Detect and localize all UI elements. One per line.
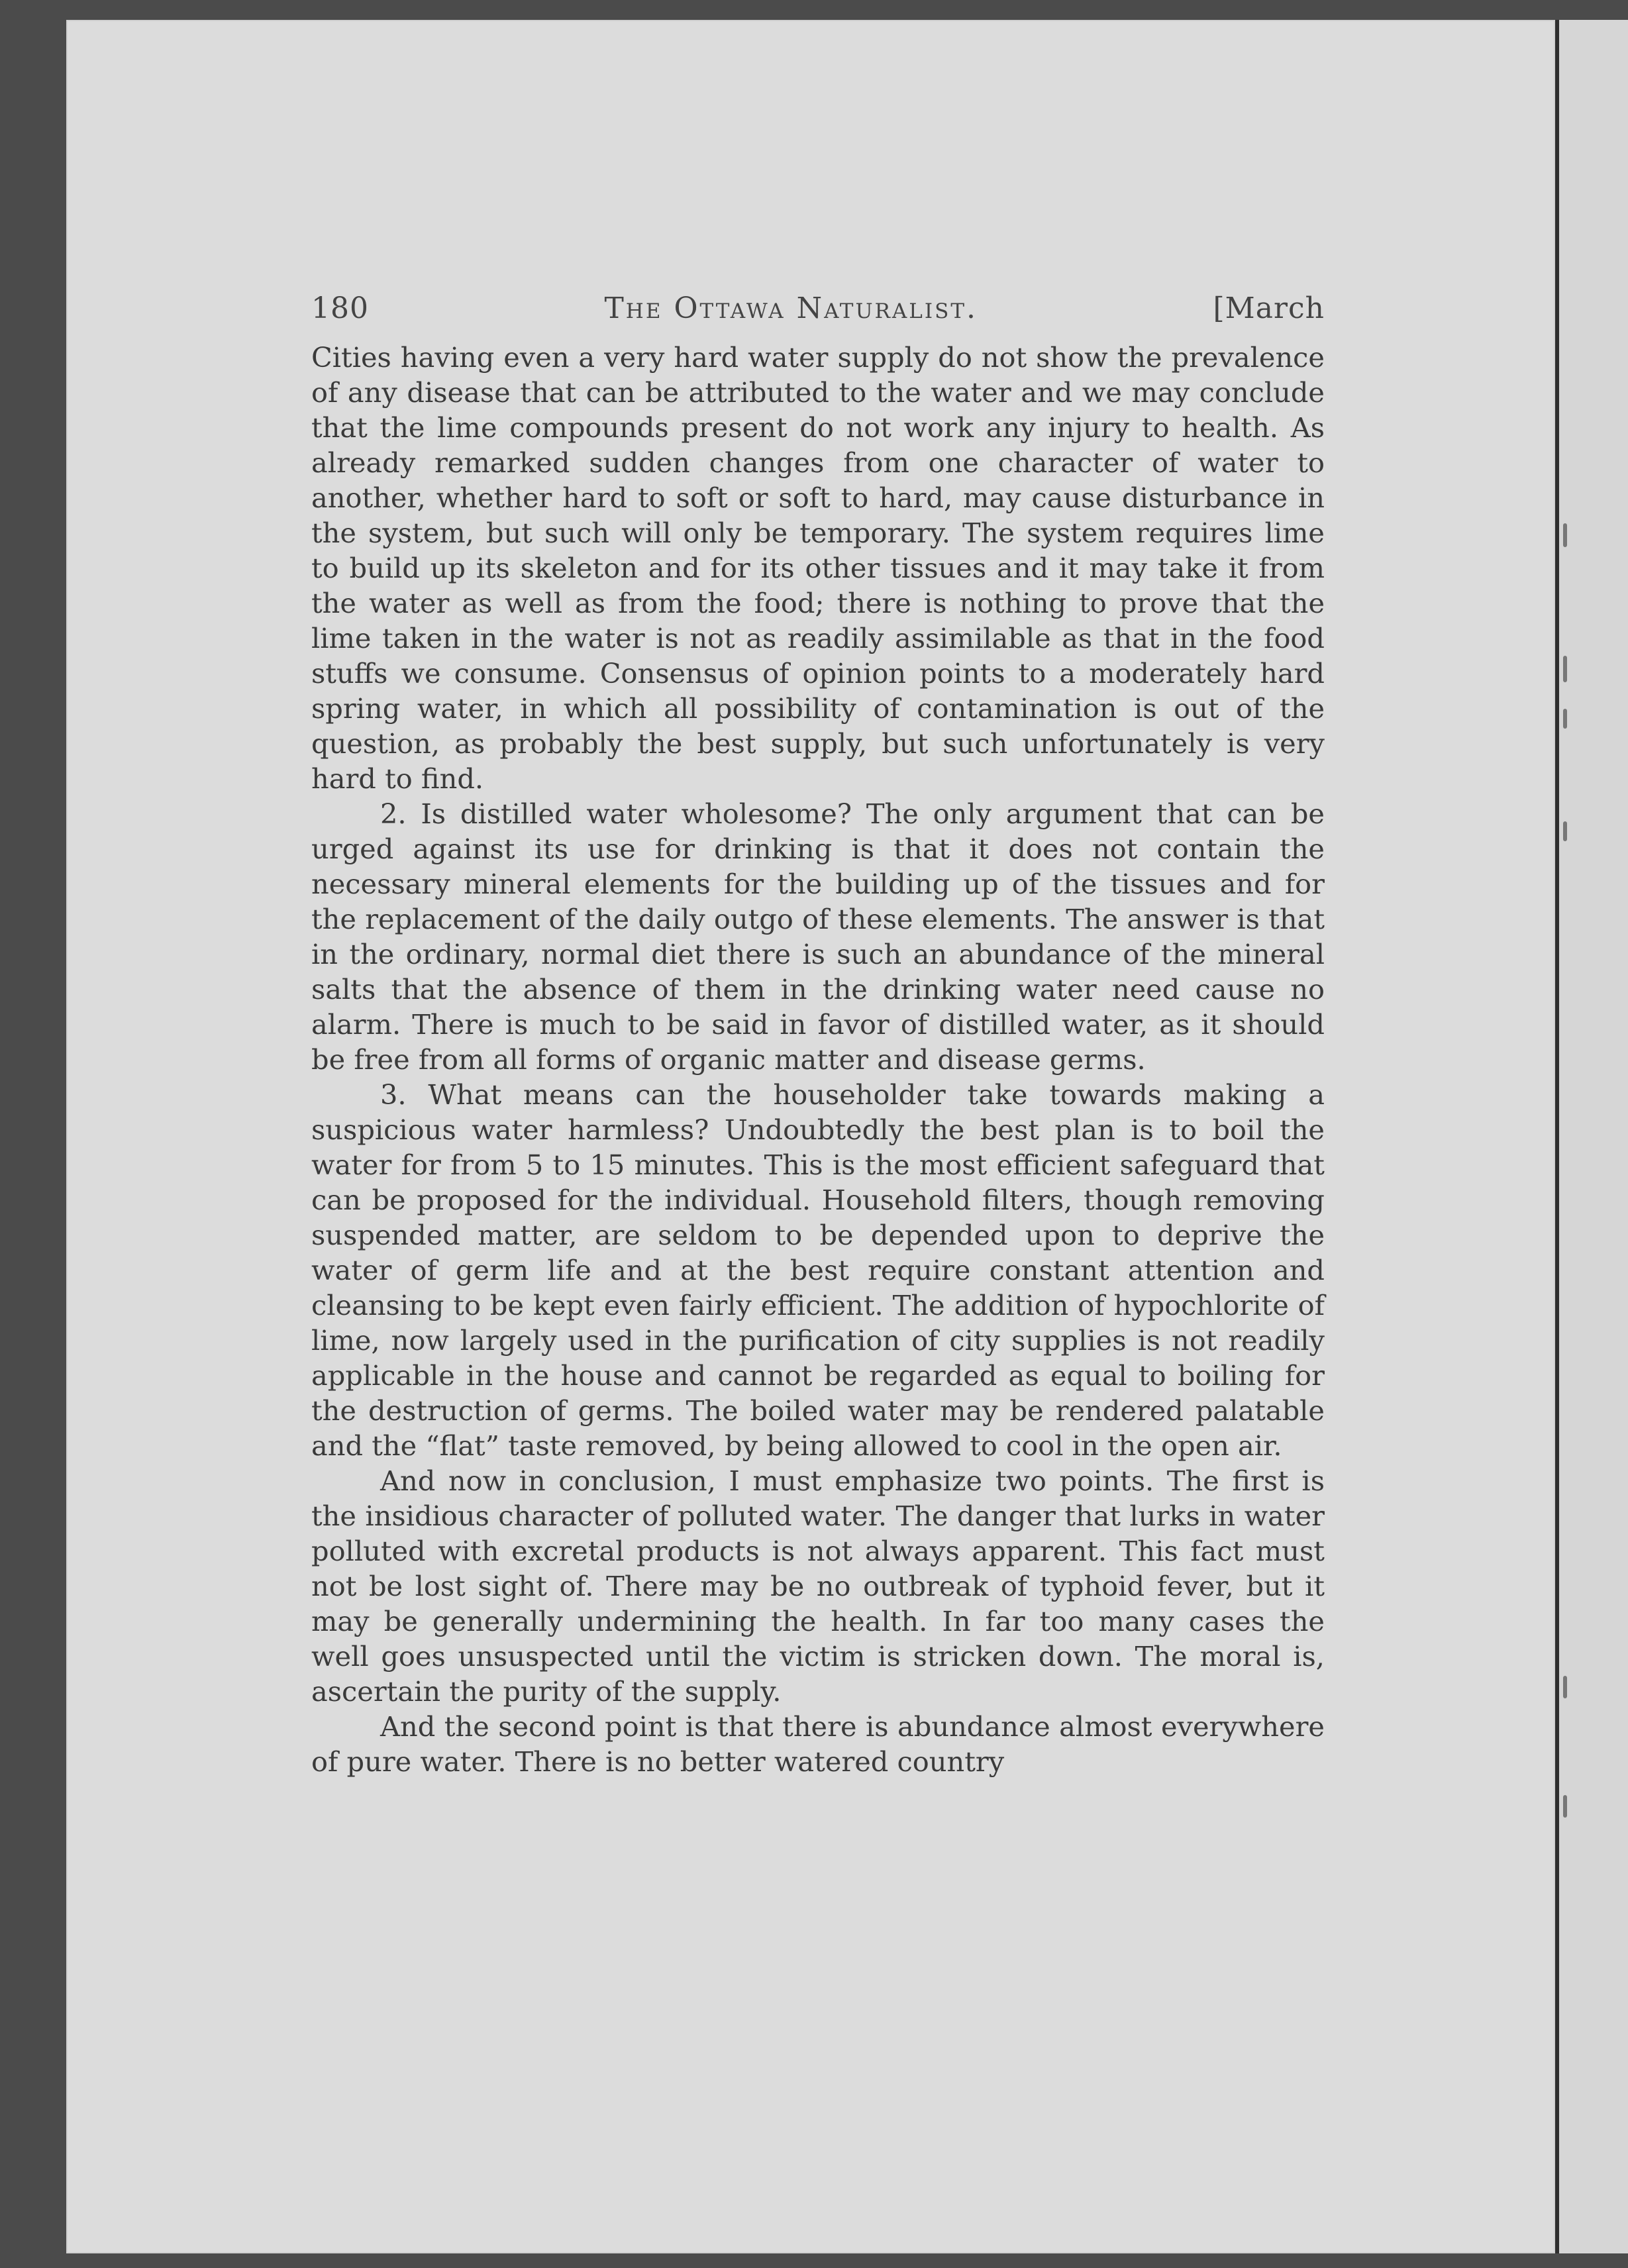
running-head <box>311 291 1325 325</box>
gutter-mark <box>1563 821 1567 841</box>
page-text-block <box>311 291 1325 1779</box>
paragraph: Cities having even a very hard water supply do not show the prevalence of any disease that can be attributed to the water and we may conclude that the lime compounds present do not work any injury to health. As already remarked sudden changes from one character of water to another, whether hard to soft or soft to hard, may cause disturbance in the system, but such will only be temporary. The system requires lime to build up its skeleton and for its other tissues and it may take it from the water as well as from the food; there is nothing to prove that the lime taken in the water is not as readily assimilable as that in the food stuffs we consume. Consensus of opinion points to a moderately hard spring water, in which all possibility of contamination is out of the question, as probably the best supply, but such unfortunately is very hard to find. <box>311 341 1325 795</box>
journal-title: The Ottawa Naturalist. <box>604 291 978 325</box>
gutter-mark <box>1563 1795 1567 1818</box>
page-number: 180 <box>311 291 369 325</box>
adjacent-page-sliver <box>1559 20 1628 2253</box>
paragraph: 3. What means can the householder take towards making a suspicious water harmless? Undoubtedly the best plan is to boil the water for from 5 to 15 minutes. This is the most efficient safeguard that can be proposed for the individual. Household filters, though removing suspended matter, are seldom to be depended upon to deprive the water of germ life and at the best require constant attention and cleansing to be kept even fairly efficient. The addition of hypochlorite of lime, now largely used in the purification of city supplies is not readily applicable in the house and cannot be regarded as equal to boiling for the destruction of germs. The boiled water may be rendered palatable and the “flat” taste removed, by being allowed to cool in the open air. <box>311 1078 1325 1462</box>
gutter-mark <box>1563 1676 1567 1698</box>
gutter-mark <box>1563 709 1567 729</box>
issue-month: [March <box>1213 291 1325 325</box>
gutter-mark <box>1563 523 1567 547</box>
paragraph: And the second point is that there is abundance almost everywhere of pure water. There is no better watered country <box>311 1710 1325 1778</box>
paragraph: And now in conclusion, I must emphasize two points. The first is the insidious character of polluted water. The danger that lurks in water polluted with excretal products is not always apparent. This fact must not be lost sight of. There may be no outbreak of typhoid fever, but it may be generally undermining the health. In far too many cases the well goes unsuspected until the victim is stricken down. The moral is, ascertain the purity of the supply. <box>311 1465 1325 1708</box>
gutter-mark <box>1563 656 1567 682</box>
paragraph: 2. Is distilled water wholesome? The only argument that can be urged against its use for drinking is that it does not contain the necessary mineral elements for the building up of the tissues and for the replacement of the daily outgo of these elements. The answer is that in the ordinary, normal diet there is such an abundance of the mineral salts that the absence of them in the drinking water need cause no alarm. There is much to be said in favor of distilled water, as it should be free from all forms of organic matter and disease germs. <box>311 798 1325 1076</box>
